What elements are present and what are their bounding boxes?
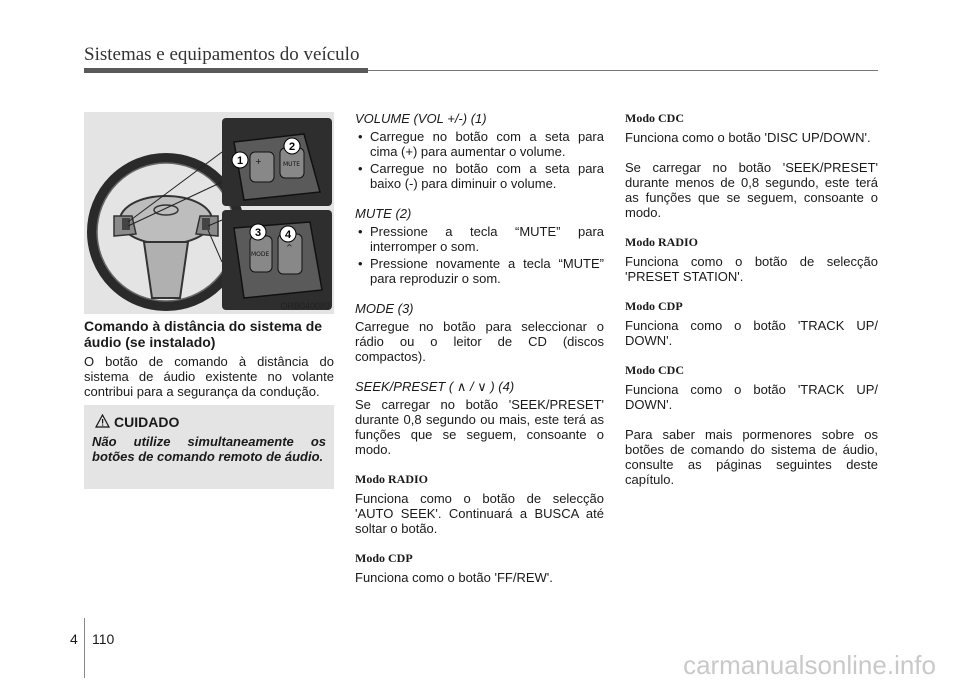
svg-text:MUTE: MUTE	[283, 161, 301, 168]
callout-4	[280, 226, 296, 242]
seek-heading: SEEK/PRESET ( ∧ / ∨ ) (4)	[355, 379, 515, 394]
svg-text:1: 1	[236, 155, 244, 167]
chapter-number: 4	[70, 631, 78, 647]
radio-mode-heading: Modo RADIO	[355, 472, 429, 486]
caution-text: Não utilize simultaneamente os botões de comando remoto de áudio.	[92, 434, 326, 464]
more-info-body: Para saber mais pormenores sobre os botões de comando do sistema de áudio, consulte as páginas seguintes deste capítulo.	[625, 427, 878, 487]
inset-bottom-buttons	[222, 210, 332, 310]
list-item: • Carregue no botão com a seta para baixo (-) para diminuir o volume.	[355, 161, 604, 191]
page-header-title: Sistemas e equipamentos do veículo	[84, 44, 360, 65]
list-item: • Carregue no botão com a seta para cima (+) para aumentar o volume.	[355, 129, 604, 159]
svg-text:3: 3	[254, 227, 262, 239]
steering-wheel-figure	[84, 112, 334, 314]
volume-heading: VOLUME (VOL +/-) (1)	[355, 111, 487, 126]
callout-2	[284, 138, 300, 154]
seek-short-body: Se carregar no botão 'SEEK/PRESET' durante menos de 0,8 segundo, este terá as funções que se seguem, consoante o modo.	[625, 160, 878, 220]
footer-rule	[84, 618, 85, 678]
list-item: • Pressione novamente a tecla “MUTE” para reproduzir o som.	[355, 256, 604, 286]
volume-list	[355, 129, 604, 191]
page-number: 110	[92, 631, 115, 647]
steering-wheel-illustration	[84, 112, 334, 314]
svg-text:+: +	[255, 157, 262, 166]
column-2	[355, 111, 604, 600]
callout-3	[250, 224, 266, 240]
cdc-mode-heading-2: Modo CDC	[625, 363, 684, 377]
cdc-mode-body-2: Funciona como o botão 'TRACK UP/ DOWN'.	[625, 382, 878, 412]
warning-triangle-icon	[95, 414, 110, 428]
column-3	[625, 111, 878, 502]
caution-title: CUIDADO	[114, 414, 180, 430]
radio-mode-heading: Modo RADIO	[625, 235, 699, 249]
section-body-remote-control: O botão de comando à distância do sistema de áudio existente no volante contribui para a segurança da condução.	[84, 354, 334, 399]
callout-1	[232, 152, 248, 168]
header-rule-thin	[368, 70, 878, 71]
section-heading-remote-control: Comando à distância do sistema de áudio (se instalado)	[84, 318, 323, 350]
figure-caption: ORB040089	[280, 301, 330, 311]
seek-body: Se carregar no botão 'SEEK/PRESET' durante 0,8 segundo ou mais, este terá as funções que se seguem, consoante o modo.	[355, 397, 604, 457]
header-rule-thick	[84, 68, 368, 73]
cdc-mode-heading: Modo CDC	[625, 111, 684, 125]
column-1	[84, 318, 334, 414]
cdp-mode-body: Funciona como o botão 'FF/REW'.	[355, 570, 553, 585]
cdp-mode-heading: Modo CDP	[355, 551, 413, 565]
mute-heading: MUTE (2)	[355, 206, 412, 221]
radio-mode-body: Funciona como o botão de selecção 'PRESET STATION'.	[625, 254, 878, 284]
radio-mode-body: Funciona como o botão de selecção 'AUTO SEEK'. Continuará a BUSCA até soltar o botão.	[355, 491, 604, 536]
svg-text:^: ^	[286, 243, 293, 252]
mode-heading: MODE (3)	[355, 301, 414, 316]
svg-text:2: 2	[288, 141, 296, 153]
mute-list	[355, 224, 604, 286]
svg-text:4: 4	[284, 229, 292, 241]
svg-text:MODE: MODE	[251, 251, 270, 258]
steering-wheel	[92, 158, 240, 306]
cdp-mode-heading: Modo CDP	[625, 299, 683, 313]
mode-body: Carregue no botão para seleccionar o rádio ou o leitor de CD (discos compactos).	[355, 319, 604, 364]
cdc-mode-body: Funciona como o botão 'DISC UP/DOWN'.	[625, 130, 871, 145]
list-item: • Pressione a tecla “MUTE” para interromper o som.	[355, 224, 604, 254]
caution-box	[84, 405, 334, 489]
watermark: carmanualsonline.info	[683, 650, 936, 680]
cdp-mode-body: Funciona como o botão 'TRACK UP/ DOWN'.	[625, 318, 878, 348]
